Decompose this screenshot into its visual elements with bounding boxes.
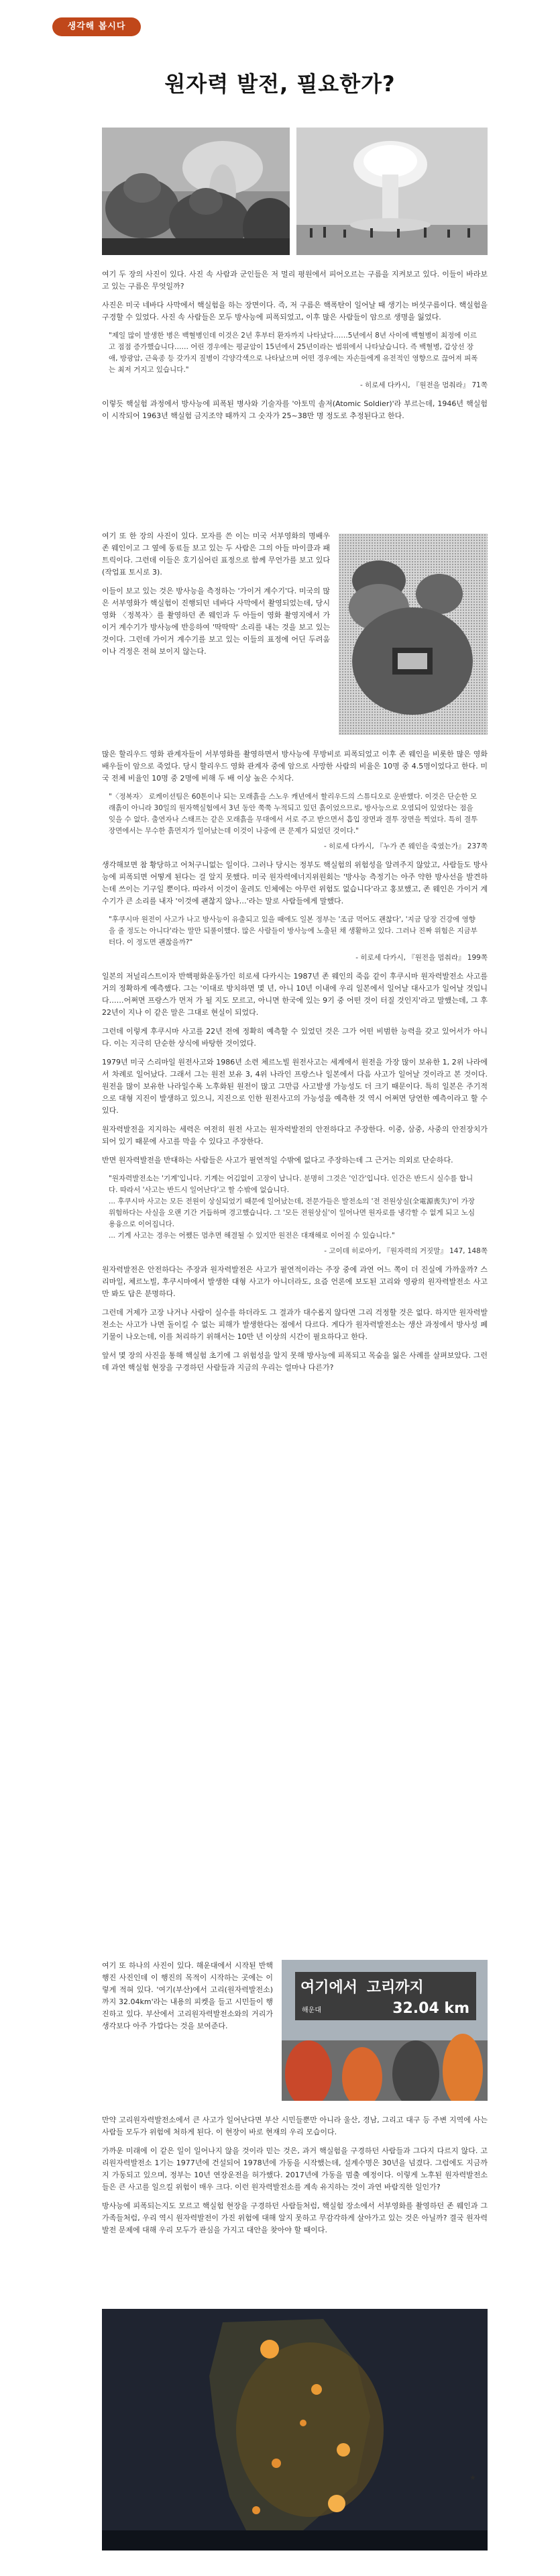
sign-origin: 해운대 [302,2007,321,2014]
quote: "〈정복자〉 로케이션팀은 60톤이나 되는 모래흙을 스노우 캐년에서 할리우드의 스튜디오로 운반했다. 이것은 단순한 모래흙이 아니라 30일의 원자핵실험에서 3년 동안 쭉쭉 누적되고 있던 흙이었으므로, 방사능으로 오염되어 있었다는 점을 잊을 수 없다. 출연자나 스태프는 같은 모래흙을 무대에서 서로 주고 받으면서 흡입 장면과 결투 장면을 찍었다. 특히 결투 장면에서는 무수한 흙먼지가 일어났는데 이것이 나중에 큰 문제가 되었던 것이다." [109,793,478,835]
paragraph: 여기 또 한 장의 사진이 있다. 모자를 쓴 이는 미국 서부영화의 명배우 존 웨인이고 그 옆에 동료들 보고 있는 두 사람은 그의 아들 마이클과 패트릭이다. 그런데 이들은 호기심어린 표정으로 함께 무언가를 보고 있다(작업표 토시로 3). [102,532,330,577]
paragraph: 만약 고리원자력발전소에서 큰 사고가 일어난다면 부산 시민들뿐만 아니라 울산, 경남, 그리고 대구 등 주변 지역에 사는 사람들 모두가 위험에 처하게 된다. 이 현장이 바로 현재의 우리 모습이다. [102,2116,488,2136]
page-title: 원자력 발전, 필요한가? [164,71,396,97]
section-badge: 생각해 봅시다 [52,17,141,36]
paragraph: 원자력발전은 안전하다는 주장과 원자력발전은 사고가 필연적이라는 주장 중에 과연 어느 쪽이 더 진실에 가까울까? 스리마일, 체르노빌, 후쿠시마에서 발생한 대형 사고가 아니더라도, 요즘 언론에 보도된 고리와 영광의 원자력발전소 사고만 봐도 답은 분명하다. [102,1265,488,1298]
end-mark: ★ [469,2473,476,2482]
paragraph: 그런데 이렇게 후쿠시마 사고를 22년 전에 정확히 예측할 수 있었던 것은 그가 어떤 비범한 능력을 갖고 있어서가 아니다. 이는 지극히 단순한 상식에 바탕한 것이었다. [102,1027,488,1048]
mushroom-cloud-photo [296,128,488,255]
paragraph: 그런데 거제가 고장 나거나 사람이 실수를 하더라도 그 결과가 대수롭지 않다면 그리 걱정할 것은 없다. 하지만 원자력발전소는 사고가 나면 돌이킬 수 없는 피해가 발생한다는 점에서 다르다. 게다가 원자력발전소는 생산 과정에서 방사성 폐기물이 나오는데, 이를 처리하기 위해서는 10만 년 이상의 시간이 필요하다고 한다. [102,1308,488,1341]
protest-sign [295,1972,476,2020]
quote-source: - 고이데 히로아키, 『원자력의 거짓말』 147, 148쪽 [324,1247,488,1255]
geiger-counter-photo [339,534,488,735]
paragraph: 일본의 저널리스트이자 반핵평화운동가인 히로세 다카시는 1987년 존 웨인의 죽음 같이 후쿠시마 원자력발전소 사고를 거의 정확하게 예측했다. 그는 '이대로 방치하면 몇 년, 아니 10년 이내에 우리 일본에서 일어날 대사고가 일어날 것입니다……어쩌면 프랑스가 먼저 가 될 지도 모르고, 아니면 한국에 있는 9기 중 어떤 것이 터질 것인지'라고 말했는데, 그 후 22년이 지나 이 같은 말은 그대로 현실이 되었다. [102,972,488,1017]
quote: "후쿠시마 원전이 사고가 나고 방사능이 유출되고 있을 때에도 일본 정부는 '조금 먹어도 괜찮다', '지금 당장 건강에 영향을 줄 정도는 아니다'라는 말만 되풀이했다. 많은 사람들이 방사능에 노출된 채 생활하고 있다. 그러나 진짜 위험은 지금부터다. 이 정도면 괜찮을까?" [109,915,478,946]
sign-text-gori: 고리까지 [366,1979,424,1996]
paragraph: 여기 또 하나의 사진이 있다. 해운대에서 시작된 반핵 행진 사진인데 이 행진의 목적이 시작하는 곳에는 이렇게 적혀 있다. '여기(부산)에서 고리(원자력발전소)까지 32.04km'라는 내용의 피켓을 들고 시민들이 행진하고 있다. 부산에서 고리원자력발전소와의 거리가 생각보다 아주 가깝다는 것을 보여준다. [102,1961,273,2030]
paragraph: 생각해보면 참 황당하고 어처구니없는 일이다. 그러나 당시는 정부도 핵실험의 위험성을 알려주지 않았고, 사람들도 방사능에 피폭되면 어떻게 된다는 걸 알지 못했다. 미국 원자력에너지위원회는 '방사능 측정기는 아주 약한 방사선을 발견하는데 쓰이는 기구일 뿐이다. 따라서 이것이 울려도 인체에는 아무런 위험도 없습니다'라고 홍보했고, 존 웨인은 가이거 계수기가 큰 소리를 내자 '이것에 괜찮지 않나…'라는 말로 사람들에게 말했다. [102,860,488,905]
paragraph: 사진은 미국 네바다 사막에서 핵실험을 하는 장면이다. 즉, 저 구름은 핵폭탄이 일어날 때 생기는 버섯구름이다. 핵실험을 구경할 수 있었다. 사진 속 사람들은 모두 방사능에 피폭되었고, 이후 많은 사람들이 암으로 생명을 잃었다. [102,301,488,321]
paragraph: 이들이 보고 있는 것은 방사능을 측정하는 '가이거 계수기'다. 미국의 많은 서부영화가 핵실험이 진행되던 네바다 사막에서 촬영되었는데, 당시 영화 〈정복자〉를 촬영하던 존 웨인과 두 아들이 영화 촬영지에서 가이거 계수기가 방사능에 반응하여 '딱딱딱' 소리를 내는 것을 보고 있는 것이다. 그런데 가이거 계수기를 보고 있는 이들의 표정에 어딘 두려움이나 걱정은 전혀 보이지 않는다. [102,587,330,656]
paragraph: 여기 두 장의 사진이 있다. 사진 속 사람과 군인들은 저 멀리 평원에서 피어오르는 구름을 지켜보고 있다. 이들이 바라보고 있는 구름은 무엇일까? [102,270,488,291]
quote-source: - 히로세 다카시, 『누가 존 웨인을 죽였는가』 237쪽 [324,842,488,850]
paragraph: 이렇듯 핵실험 과정에서 방사능에 피폭된 병사와 기술자를 '아토믹 솔저(Atomic Soldier)'라 부르는데, 1946년 핵실험이 시작되어 1963년 핵실험 금지조약 때까지 그 숫자가 25~38만 명 정도로 추정된다고 한다. [102,399,488,420]
paragraph: 방사능에 피폭되는지도 모르고 핵실험 현장을 구경하던 사람들처럼, 핵실험 장소에서 서부영화를 촬영하던 존 웨인과 그 가족들처럼, 우리 역시 원자력발전이 가진 위험에 대해 알지 못하고 무감각하게 살아가고 있는 것은 아닐까? 결국 원자력발전 문제에 대해 우리 모두가 관심을 가지고 대안을 찾아야 할 때이다. [102,2201,488,2234]
quote-source: - 히로세 다카시, 『원전을 멈춰라』 199쪽 [355,954,488,962]
atomic-soldiers-photo [102,128,290,255]
paragraph: 원자력발전을 지지하는 세력은 여전히 원전 사고는 원자력발전의 안전하다고 주장한다. 이중, 삼중, 사중의 안전장치가 되어 있기 때문에 사고를 막을 수 있다고 주장한다. [102,1125,488,1146]
sign-text-here: 여기에서 [300,1979,358,1996]
paragraph: 많은 할리우드 영화 관계자들이 서부영화를 촬영하면서 방사능에 무방비로 피폭되었고 이후 존 웨인을 비롯한 많은 영화배우들이 암으로 죽었다. 당시 할리우드 영화 관계자 중에 암으로 사망한 사람의 비율은 10명 중 4.5명이었다고 한다. 미국 전체 비율인 10명 중 2명에 비해 두 배 이상 높은 수치다. [102,750,488,783]
protest-photo [282,1960,488,2101]
paragraph: 1979년 미국 스리마일 원전사고와 1986년 소련 체르노빌 원전사고는 세계에서 원전을 가장 많이 보유한 1, 2위 나라에서 차례로 일어났다. 그래서 그는 원전 보유 3, 4위 나라인 프랑스나 일본에서 다음 사고가 일어날 것이라고 본 것이다. 원전을 많이 보유한 나라일수록 노후화된 원전이 많고 그만큼 사고발생 가능성도 더 크기 때문이다. 특히 일본은 주기적으로 대형 지진이 발생하고 있으니, 지진으로 인한 원전사고의 가능성을 예측한 것 역시 어쩌면 당연한 예측이라고 할 수 있다. [102,1058,488,1115]
quote-source: - 히로세 다카시, 『원전을 멈춰라』 71쪽 [359,381,488,389]
quote: "제일 많이 발생한 병은 백혈병인데 이것은 2년 후부터 환자까지 나타났다……5년에서 8년 사이에 백혈병이 최정에 이르고 점점 증가했습니다…… 어린 경우에는 평균암이 15년에서 25년이라는 범위에서 나타났습니다. 즉 백혈병, 갑상선 장애, 방광암, 근육종 등 갖가지 질병이 각양각색으로 나타났으며 어떤 경우에는 자손들에게 유전적인 영향으로 끊어져 피폭는 최저 거지고 있습니다." [109,332,478,374]
korea-night-map [102,2309,488,2550]
sign-distance: 32.04 km [392,2000,469,2017]
paragraph: 앞서 몇 장의 사진을 통해 핵실험 초기에 그 위험성을 알지 못해 방사능에 피폭되고 목숨을 잃은 사례를 살펴보았다. 그런데 과연 핵실험 현장을 구경하던 사람들과 지금의 우리는 얼마나 다른가? [102,1351,488,1372]
paragraph: 가까운 미래에 이 같은 일이 일어나지 않을 것이라 믿는 것은, 과거 핵실험을 구경하던 사람들과 그다지 다르지 않다. 고리원자력발전소 1기는 1977년에 건설되어 1978년에 가동을 시작했는데, 설계수명은 30년을 넘겼다. 그럼에도 지금까지 가동되고 있으며, 정부는 10년 연장운전을 허가했다. 2017년에 가동을 멈출 예정이다. 이렇게 노후된 원자력발전소들은 큰 사고를 일으킬 위험이 매우 크다. 이런 원자력발전소를 계속 유지하는 것이 과연 바람직한 일인가? [102,2146,488,2191]
quote: "원자력발전소는 '기계'입니다. 기계는 어김없이 고장이 납니다. 분명히 그것은 '인간'입니다. 인간은 반드시 실수를 합니다. 따라서 '사고는 반드시 일어난다'고 할 수밖에 없습니다. ... 후쿠시마 사고는 모든 전원이 상실되었기 때문에 일어났는데, 전문가들은 발전소의 '전 전원상실(全電源喪失)'이 가장 위험하다는 사실을 오랜 기간 거듭하며 경고했습니다. 그 '모든 전원상실'이 일어나면 원자로를 냉각할 수 없게 되고 노심 용융으로 이어집니다. ... 기계 사고는 경우는 어쨌든 멈추면 해결될 수 있지만 원전은 대재해로 이어질 수 있습니다." [109,1175,475,1240]
paragraph: 반면 원자력발전을 반대하는 사람들은 사고가 필연적일 수밖에 없다고 주장하는데 그 근거는 의외로 단순하다. [102,1156,453,1165]
